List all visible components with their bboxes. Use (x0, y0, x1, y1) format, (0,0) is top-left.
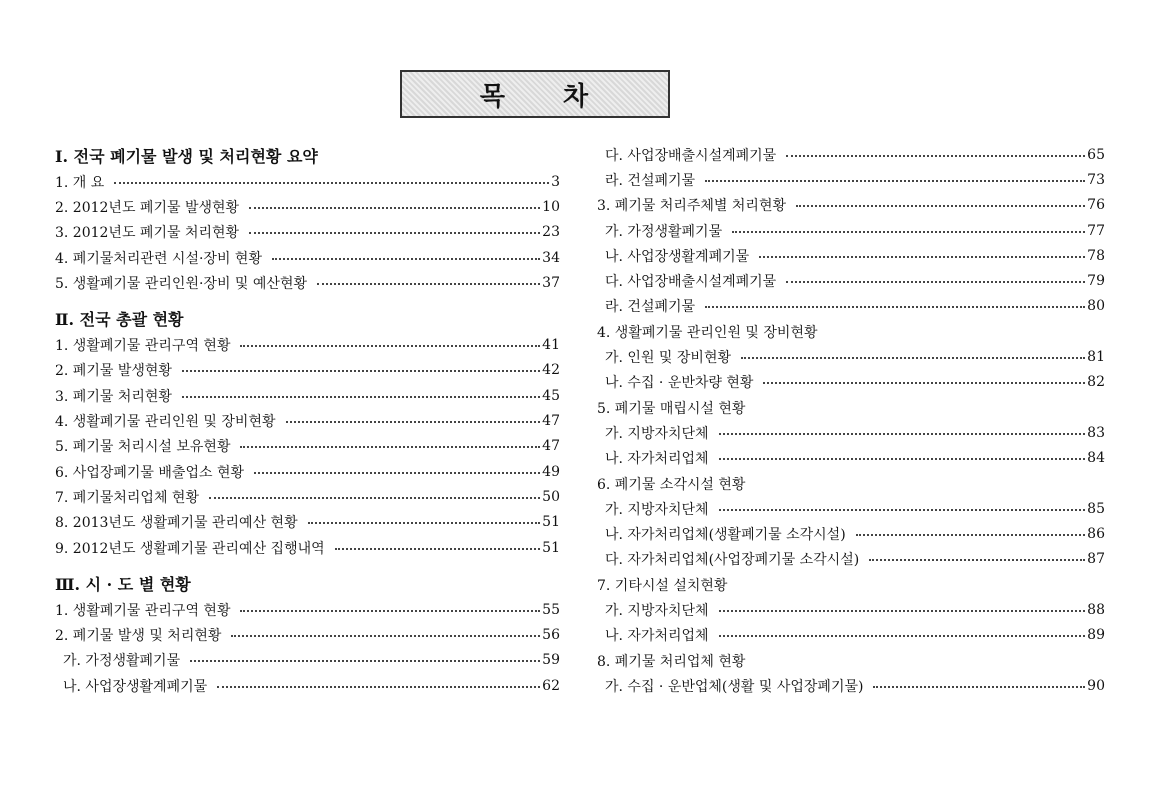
toc-entry[interactable] (597, 193, 1105, 218)
dot-leader (873, 686, 1085, 688)
toc-entry[interactable] (597, 344, 1105, 369)
toc-entry-label: 4. 폐기물처리관련 시설·장비 현황 (55, 250, 262, 267)
toc-entry-label: 다. 사업장배출시설계폐기물 (605, 147, 777, 164)
dot-leader (286, 421, 541, 423)
dot-leader (705, 306, 1085, 308)
toc-entry[interactable] (55, 332, 560, 357)
dot-leader (719, 635, 1086, 637)
dot-leader (272, 258, 540, 260)
toc-entry-label: Ⅱ. 전국 총괄 현황 (55, 310, 184, 330)
dot-leader (249, 232, 540, 234)
toc-page-number: 41 (542, 337, 560, 354)
toc-entry-label: 가. 수집 · 운반업체(생활 및 사업장폐기물) (605, 678, 864, 695)
toc-entry[interactable] (597, 623, 1105, 648)
toc-page-number: 88 (1087, 601, 1105, 618)
dot-leader (217, 686, 540, 688)
toc-entry-label: 8. 2013년도 생활폐기물 관리예산 현황 (55, 515, 298, 532)
toc-entry-label: 나. 사업장생활계폐기물 (63, 678, 208, 695)
toc-page-number: 89 (1087, 627, 1105, 644)
toc-entry-label: 2. 2012년도 폐기물 발생현황 (55, 199, 240, 216)
toc-page-number: 51 (542, 539, 560, 556)
toc-entry-label: 3. 폐기물 처리현황 (55, 388, 172, 405)
toc-entry[interactable] (55, 245, 560, 270)
toc-entry-label: 나. 자가처리업체(생활폐기물 소각시설) (605, 527, 846, 544)
dot-leader (114, 182, 549, 184)
toc-entry[interactable] (597, 521, 1105, 546)
toc-page-number: 47 (542, 438, 560, 455)
toc-entry-label: 나. 수집 · 운반차량 현황 (605, 375, 754, 392)
toc-page-number: 76 (1087, 197, 1105, 214)
toc-entry[interactable] (597, 370, 1105, 395)
dot-leader (741, 357, 1085, 359)
toc-entry[interactable] (597, 294, 1105, 319)
toc-entry[interactable] (55, 169, 560, 194)
toc-entry[interactable] (55, 459, 560, 484)
toc-entry-label: 1. 생활폐기물 관리구역 현황 (55, 338, 231, 355)
toc-entry[interactable] (55, 673, 560, 698)
dot-leader (796, 205, 1085, 207)
toc-title-char: 차 (563, 81, 591, 112)
toc-page-number: 50 (542, 488, 560, 505)
toc-entry[interactable] (55, 434, 560, 459)
toc-page-number: 23 (542, 224, 560, 241)
toc-entry[interactable] (597, 395, 1105, 420)
toc-entry[interactable] (597, 420, 1105, 445)
dot-leader (763, 382, 1085, 384)
toc-page-number: 65 (1087, 146, 1105, 163)
dot-leader (240, 610, 540, 612)
dot-leader (705, 180, 1085, 182)
toc-section-heading (55, 305, 560, 332)
toc-entry-label: 나. 사업장생활계폐기물 (605, 248, 750, 265)
toc-page-number: 87 (1087, 551, 1105, 568)
dot-leader (786, 281, 1085, 283)
toc-entry-label: 6. 사업장폐기물 배출업소 현황 (55, 464, 244, 481)
toc-entry[interactable] (597, 572, 1105, 597)
toc-page-number: 83 (1087, 424, 1105, 441)
dot-leader (182, 370, 540, 372)
toc-entry-label: 가. 인원 및 장비현황 (605, 350, 731, 367)
toc-entry-label: 다. 사업장배출시설계폐기물 (605, 274, 777, 291)
dot-leader (190, 660, 540, 662)
toc-entry-label: 3. 폐기물 처리주체별 처리현황 (597, 198, 786, 215)
toc-entry-label: 다. 자가처리업체(사업장폐기물 소각시설) (605, 552, 860, 569)
toc-page-number: 34 (542, 249, 560, 266)
toc-entry-label: 1. 생활폐기물 관리구역 현황 (55, 602, 231, 619)
toc-entry[interactable] (55, 597, 560, 622)
toc-entry[interactable] (597, 268, 1105, 293)
toc-page-number: 86 (1087, 526, 1105, 543)
toc-entry-label: 5. 생활폐기물 관리인원·장비 및 예산현황 (55, 275, 307, 292)
toc-left-column (55, 142, 560, 698)
dot-leader (308, 522, 541, 524)
toc-entry-label: 5. 폐기물 매립시설 현황 (597, 400, 746, 417)
toc-entry-label: 가. 지방자치단체 (605, 602, 709, 619)
toc-entry[interactable] (597, 648, 1105, 673)
toc-entry-label: 라. 건설폐기물 (605, 299, 696, 316)
toc-page-number: 59 (542, 652, 560, 669)
toc-entry[interactable] (55, 510, 560, 535)
toc-entry[interactable] (597, 446, 1105, 471)
toc-page-number: 62 (542, 677, 560, 694)
toc-page-number: 73 (1087, 171, 1105, 188)
toc-entry-label: Ⅰ. 전국 폐기물 발생 및 처리현황 요약 (55, 147, 318, 166)
dot-leader (317, 283, 540, 285)
dot-leader (856, 534, 1086, 536)
dot-leader (254, 472, 540, 474)
toc-entry-label: 2. 폐기물 발생현황 (55, 363, 172, 380)
toc-entry[interactable] (55, 535, 560, 560)
toc-entry[interactable] (597, 597, 1105, 622)
toc-page-number: 90 (1087, 677, 1105, 694)
toc-page-number: 79 (1087, 273, 1105, 290)
toc-page-number: 78 (1087, 247, 1105, 264)
toc-entry-label: 7. 폐기물처리업체 현황 (55, 489, 199, 506)
toc-entry-label: Ⅲ. 시 · 도 별 현황 (55, 575, 191, 595)
toc-entry[interactable] (597, 142, 1105, 167)
toc-entry-label: 4. 생활폐기물 관리인원 및 장비현황 (55, 414, 276, 431)
toc-page-number: 10 (542, 198, 560, 215)
dot-leader (719, 433, 1086, 435)
dot-leader (719, 458, 1086, 460)
toc-section-heading (55, 570, 560, 597)
toc-section-heading (55, 142, 560, 169)
toc-entry-label: 1. 개 요 (55, 174, 105, 191)
toc-entry[interactable] (597, 218, 1105, 243)
toc-right-column (597, 142, 1105, 699)
toc-entry[interactable] (597, 167, 1105, 192)
toc-entry[interactable] (597, 547, 1105, 572)
toc-entry-label: 가. 지방자치단체 (605, 425, 709, 442)
toc-page-number: 84 (1087, 450, 1105, 467)
dot-leader (869, 559, 1085, 561)
toc-entry[interactable] (55, 648, 560, 673)
dot-leader (209, 497, 540, 499)
toc-entry-label: 나. 자가처리업체 (605, 451, 709, 468)
toc-page-number: 45 (542, 387, 560, 404)
toc-entry[interactable] (55, 358, 560, 383)
toc-entry[interactable] (55, 220, 560, 245)
toc-entry-label: 가. 가정생활폐기물 (605, 223, 723, 240)
dot-leader (719, 610, 1086, 612)
dot-leader (182, 396, 540, 398)
toc-page-number: 85 (1087, 500, 1105, 517)
toc-entry[interactable] (55, 622, 560, 647)
toc-entry[interactable] (597, 471, 1105, 496)
toc-page-number: 42 (542, 362, 560, 379)
toc-entry-label: 4. 생활폐기물 관리인원 및 장비현황 (597, 324, 818, 341)
toc-page-number: 81 (1087, 349, 1105, 366)
toc-entry[interactable] (597, 243, 1105, 268)
toc-page-number: 80 (1087, 298, 1105, 315)
toc-entry[interactable] (55, 270, 560, 295)
toc-entry-label: 라. 건설폐기물 (605, 172, 696, 189)
toc-page-number: 82 (1087, 374, 1105, 391)
toc-entry-label: 5. 폐기물 처리시설 보유현황 (55, 439, 231, 456)
toc-entry[interactable] (55, 383, 560, 408)
dot-leader (249, 207, 540, 209)
dot-leader (231, 635, 540, 637)
toc-entry[interactable] (597, 673, 1105, 698)
toc-entry-label: 2. 폐기물 발생 및 처리현황 (55, 628, 222, 645)
toc-entry-label: 6. 폐기물 소각시설 현황 (597, 476, 746, 493)
dot-leader (240, 345, 540, 347)
toc-entry-label: 가. 지방자치단체 (605, 501, 709, 518)
dot-leader (759, 256, 1085, 258)
toc-page-number: 51 (542, 514, 560, 531)
toc-entry-label: 가. 가정생활폐기물 (63, 653, 181, 670)
toc-entry-label: 나. 자가처리업체 (605, 628, 709, 645)
toc-page-number: 47 (542, 413, 560, 430)
toc-page-number: 37 (542, 274, 560, 291)
toc-entry[interactable] (597, 496, 1105, 521)
toc-entry[interactable] (597, 319, 1105, 344)
toc-title (400, 70, 670, 118)
toc-page-number: 55 (542, 601, 560, 618)
dot-leader (786, 155, 1085, 157)
dot-leader (719, 509, 1086, 511)
dot-leader (335, 548, 541, 550)
toc-entry-label: 3. 2012년도 폐기물 처리현황 (55, 225, 240, 242)
toc-entry[interactable] (55, 484, 560, 509)
toc-entry-label: 8. 폐기물 처리업체 현황 (597, 653, 746, 670)
toc-entry-label: 7. 기타시설 설치현황 (597, 577, 728, 594)
toc-page-number: 77 (1087, 222, 1105, 239)
toc-page-number: 56 (542, 627, 560, 644)
dot-leader (240, 446, 540, 448)
toc-entry[interactable] (55, 408, 560, 433)
toc-entry-label: 9. 2012년도 생활폐기물 관리예산 집행내역 (55, 540, 325, 557)
toc-page-number: 49 (542, 463, 560, 480)
dot-leader (732, 231, 1085, 233)
toc-page-number: 3 (551, 173, 560, 190)
toc-title-char: 목 (479, 81, 507, 112)
toc-entry[interactable] (55, 194, 560, 219)
